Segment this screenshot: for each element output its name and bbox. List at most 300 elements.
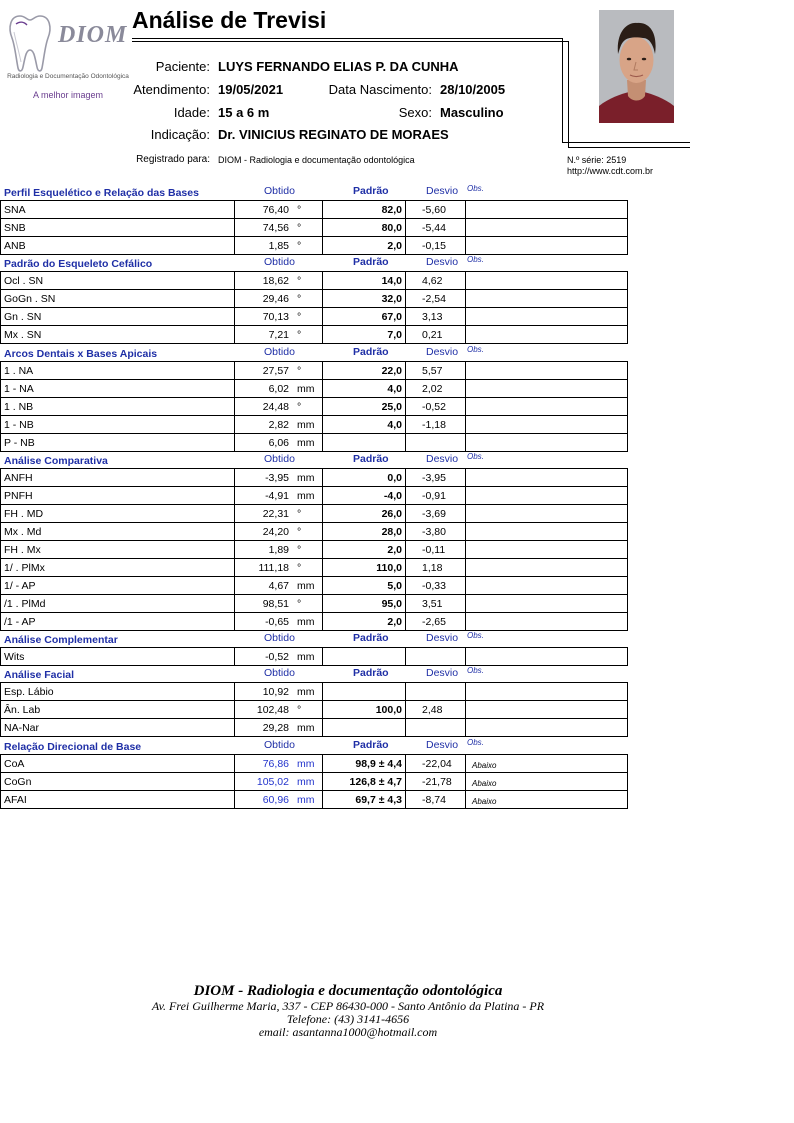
desvio-value [406,683,466,701]
unit-label: ° [297,222,302,234]
padrao-value: 95,0 [323,595,406,613]
section-table [0,468,628,631]
frame-line [568,147,690,148]
desvio-value: -0,52 [406,398,466,416]
column-header-desvio: Desvio [426,453,459,465]
serial-number: N.º série: 2519 [567,155,627,165]
unit-label: mm [297,651,315,663]
table-row [1,505,628,523]
obs-value [466,380,628,398]
obs-value [466,272,628,290]
padrao-value: 7,0 [323,326,406,344]
section-header [0,630,627,647]
obs-value [466,595,628,613]
table-row [1,683,628,701]
column-header-padrao: Padrão [353,256,389,268]
obtido-value: 29,46 [262,293,289,305]
obtido-cell [235,398,323,416]
indicacao-value: Dr. VINICIUS REGINATO DE MORAES [218,127,449,142]
column-header-obtido: Obtido [264,185,295,197]
patient-photo [599,10,674,123]
section-table [0,647,628,666]
atendimento-value: 19/05/2021 [218,82,284,97]
section-title: Análise Facial [4,669,75,681]
column-header-obs: Obs. [467,452,484,461]
obs-value [466,201,628,219]
table-row [1,308,628,326]
section-header [0,254,627,271]
footer-title: DIOM - Radiologia e documentação odontológica [193,983,503,999]
unit-label: mm [297,437,315,449]
serial-info [567,155,653,177]
unit-label: mm [297,490,315,502]
obtido-value: 76,40 [262,204,289,216]
padrao-value: 32,0 [323,290,406,308]
unit-label: mm [297,722,315,734]
padrao-value: 5,0 [323,577,406,595]
column-header-obtido: Obtido [264,256,295,268]
measure-name: Wits [1,648,235,666]
table-row [1,613,628,631]
frame-line [562,142,690,143]
column-header-padrao: Padrão [353,739,389,751]
desvio-value: -2,65 [406,613,466,631]
measure-name: ANFH [1,469,235,487]
obtido-value: -0,52 [265,651,289,663]
section-table [0,754,628,809]
column-header-padrao: Padrão [353,667,389,679]
obs-value [466,469,628,487]
obtido-cell [235,469,323,487]
table-row [1,237,628,255]
measure-name: 1/ - AP [1,577,235,595]
obtido-cell [235,201,323,219]
obtido-value: -3,95 [265,472,289,484]
obtido-value: 1,89 [268,544,289,556]
unit-label: ° [297,275,302,287]
registro-value: DIOM - Radiologia e documentação odontológica [218,155,415,165]
measure-name: NA-Nar [1,719,235,737]
unit-label: ° [297,598,302,610]
padrao-value: 80,0 [323,219,406,237]
obs-value [466,613,628,631]
padrao-value: 22,0 [323,362,406,380]
section-title: Análise Comparativa [4,455,108,467]
measure-name: Mx . SN [1,326,235,344]
column-header-obs: Obs. [467,666,484,675]
unit-label: ° [297,544,302,556]
obtido-value: 98,51 [262,598,289,610]
desvio-value: 2,02 [406,380,466,398]
frame-line [132,38,562,39]
unit-label: mm [297,419,315,431]
padrao-value: 28,0 [323,523,406,541]
obtido-cell [235,272,323,290]
padrao-value: 100,0 [323,701,406,719]
obs-value: Abaixo [466,791,628,809]
frame-line [568,41,569,147]
padrao-value: 25,0 [323,398,406,416]
unit-label: mm [297,616,315,628]
obtido-value: 76,86 [262,758,289,770]
padrao-value: 4,0 [323,380,406,398]
registro-label: Registrado para: [136,154,210,165]
desvio-value: -0,15 [406,237,466,255]
padrao-value: 4,0 [323,416,406,434]
obtido-cell [235,701,323,719]
desvio-value: 4,62 [406,272,466,290]
obtido-value: 102,48 [256,704,289,716]
section-header [0,183,627,200]
measure-name: AFAI [1,791,235,809]
footer-address: Av. Frei Guilherme Maria, 337 - CEP 86430-000 - Santo Antônio da Platina - PR [151,999,545,1013]
section-title: Arcos Dentais x Bases Apicais [4,348,158,360]
padrao-value: 98,9 ± 4,4 [323,755,406,773]
tooth-logo-icon [6,12,56,74]
obtido-value: 4,67 [268,580,289,592]
brand-name: DIOM [58,22,128,48]
obs-value [466,398,628,416]
desvio-value: -0,11 [406,541,466,559]
nascimento-value: 28/10/2005 [440,82,506,97]
column-header-desvio: Desvio [426,739,459,751]
desvio-value: -0,91 [406,487,466,505]
obs-value [466,434,628,452]
table-row [1,219,628,237]
measure-name: 1 - NB [1,416,235,434]
unit-label: ° [297,526,302,538]
measure-name: 1 - NA [1,380,235,398]
obtido-value: 70,13 [262,311,289,323]
page-title: Análise de Trevisi [132,7,327,33]
obtido-value: 111,18 [258,562,289,574]
obtido-value: 6,06 [268,437,289,449]
unit-label: ° [297,562,302,574]
column-header-obs: Obs. [467,631,484,640]
padrao-value: 0,0 [323,469,406,487]
obtido-cell [235,595,323,613]
table-row [1,434,628,452]
desvio-value: 3,51 [406,595,466,613]
unit-label: mm [297,383,315,395]
measure-name: PNFH [1,487,235,505]
obtido-value: 22,31 [262,508,289,520]
table-row [1,398,628,416]
padrao-value: -4,0 [323,487,406,505]
desvio-value: -8,74 [406,791,466,809]
obtido-value: -0,65 [265,616,289,628]
obtido-value: 27,57 [262,365,289,377]
obtido-cell [235,308,323,326]
table-row [1,380,628,398]
desvio-value: -21,78 [406,773,466,791]
obs-value [466,362,628,380]
obtido-value: 6,02 [268,383,289,395]
unit-label: ° [297,293,302,305]
table-row [1,559,628,577]
measure-name: GoGn . SN [1,290,235,308]
unit-label: ° [297,311,302,323]
table-row [1,773,628,791]
measure-name: 1 . NA [1,362,235,380]
obtido-value: 7,21 [268,329,289,341]
obs-value [466,416,628,434]
obtido-cell [235,648,323,666]
footer-phone: Telefone: (43) 3141-4656 [286,1012,410,1026]
obtido-value: 2,82 [268,419,289,431]
measure-name: FH . Mx [1,541,235,559]
measure-name: CoA [1,755,235,773]
obs-value [466,505,628,523]
table-row [1,577,628,595]
idade-value: 15 a 6 m [218,105,270,120]
measure-name: Gn . SN [1,308,235,326]
desvio-value: -3,69 [406,505,466,523]
padrao-value: 67,0 [323,308,406,326]
paciente-label: Paciente: [155,59,210,74]
obs-value [466,577,628,595]
padrao-value: 2,0 [323,541,406,559]
section-header [0,451,627,468]
table-row [1,362,628,380]
column-header-obtido: Obtido [264,453,295,465]
table-row [1,595,628,613]
padrao-value [323,719,406,737]
desvio-value: 0,21 [406,326,466,344]
paciente-value: LUYS FERNANDO ELIAS P. DA CUNHA [218,59,459,74]
desvio-value [406,648,466,666]
measure-name: 1/ . PlMx [1,559,235,577]
obtido-cell [235,559,323,577]
obtido-value: 24,48 [262,401,289,413]
obtido-cell [235,434,323,452]
obtido-cell [235,505,323,523]
section-header [0,665,627,682]
obtido-value: -4,91 [265,490,289,502]
unit-label: mm [297,758,315,770]
unit-label: ° [297,329,302,341]
obtido-cell [235,791,323,809]
desvio-value: 3,13 [406,308,466,326]
obtido-cell [235,219,323,237]
section-title: Relação Direcional de Base [4,741,142,753]
obtido-cell [235,326,323,344]
obtido-value: 18,62 [262,275,289,287]
column-header-padrao: Padrão [353,185,389,197]
column-header-obtido: Obtido [264,632,295,644]
table-row [1,648,628,666]
obs-value [466,290,628,308]
table-row [1,487,628,505]
measure-name: Ocl . SN [1,272,235,290]
brand-slogan: A melhor imagem [32,90,104,100]
desvio-value: 5,57 [406,362,466,380]
obs-value [466,683,628,701]
atendimento-label: Atendimento: [133,82,210,97]
unit-label: ° [297,704,302,716]
column-header-obs: Obs. [467,345,484,354]
obs-value: Abaixo [466,755,628,773]
brand-subtitle: Radiologia e Documentação Odontológica [7,73,129,80]
padrao-value: 14,0 [323,272,406,290]
padrao-value: 110,0 [323,559,406,577]
desvio-value: -1,18 [406,416,466,434]
obs-value: Abaixo [466,773,628,791]
desvio-value: 2,48 [406,701,466,719]
obs-value [466,237,628,255]
obtido-cell [235,577,323,595]
column-header-padrao: Padrão [353,453,389,465]
unit-label: ° [297,508,302,520]
desvio-value: -3,80 [406,523,466,541]
measure-name: CoGn [1,773,235,791]
measure-name: ANB [1,237,235,255]
table-row [1,755,628,773]
obs-value [466,523,628,541]
nascimento-label: Data Nascimento: [328,82,432,97]
obs-value [466,487,628,505]
frame-line [132,41,568,42]
unit-label: mm [297,686,315,698]
table-row [1,201,628,219]
obtido-cell [235,416,323,434]
unit-label: ° [297,401,302,413]
obtido-value: 24,20 [262,526,289,538]
section-table [0,271,628,344]
padrao-value: 26,0 [323,505,406,523]
obs-value [466,219,628,237]
obtido-value: 74,56 [262,222,289,234]
obs-value [466,701,628,719]
obtido-value: 60,96 [262,794,289,806]
frame-line [562,38,563,142]
obtido-cell [235,290,323,308]
obs-value [466,326,628,344]
column-header-obs: Obs. [467,184,484,193]
obtido-cell [235,487,323,505]
table-row [1,541,628,559]
unit-label: mm [297,580,315,592]
obtido-value: 29,28 [262,722,289,734]
column-header-desvio: Desvio [426,256,459,268]
table-row [1,469,628,487]
column-header-desvio: Desvio [426,346,459,358]
desvio-value: -2,54 [406,290,466,308]
section-title: Perfil Esquelético e Relação das Bases [4,187,199,199]
idade-label: Idade: [173,105,210,120]
section-table [0,200,628,255]
padrao-value [323,683,406,701]
column-header-obs: Obs. [467,255,484,264]
unit-label: ° [297,204,302,216]
unit-label: mm [297,776,315,788]
obtido-value: 10,92 [262,686,289,698]
column-header-obtido: Obtido [264,346,295,358]
sexo-value: Masculino [440,105,504,120]
section-title: Análise Complementar [4,634,118,646]
section-table [0,361,628,452]
column-header-obtido: Obtido [264,667,295,679]
padrao-value: 126,8 ± 4,7 [323,773,406,791]
desvio-value: 1,18 [406,559,466,577]
desvio-value [406,719,466,737]
column-header-obs: Obs. [467,738,484,747]
padrao-value: 2,0 [323,613,406,631]
obs-value [466,648,628,666]
padrao-value: 82,0 [323,201,406,219]
column-header-padrao: Padrão [353,632,389,644]
measure-name: /1 . PlMd [1,595,235,613]
desvio-value: -5,60 [406,201,466,219]
obtido-cell [235,613,323,631]
indicacao-label: Indicação: [150,127,210,142]
section-table [0,682,628,737]
obtido-cell [235,719,323,737]
obs-value [466,308,628,326]
table-row [1,523,628,541]
padrao-value [323,434,406,452]
obtido-cell [235,362,323,380]
measure-name: 1 . NB [1,398,235,416]
obtido-cell [235,237,323,255]
obtido-cell [235,380,323,398]
measure-name: SNB [1,219,235,237]
column-header-obtido: Obtido [264,739,295,751]
padrao-value: 69,7 ± 4,3 [323,791,406,809]
unit-label: mm [297,794,315,806]
measure-name: /1 - AP [1,613,235,631]
section-header [0,344,627,361]
table-row [1,290,628,308]
footer [0,983,696,1039]
obtido-cell [235,755,323,773]
unit-label: mm [297,472,315,484]
table-row [1,416,628,434]
section-header [0,737,627,754]
obtido-cell [235,683,323,701]
desvio-value [406,434,466,452]
column-header-desvio: Desvio [426,632,459,644]
column-header-desvio: Desvio [426,185,459,197]
table-row [1,791,628,809]
table-row [1,701,628,719]
obs-value [466,559,628,577]
obs-value [466,541,628,559]
site-url: http://www.cdt.com.br [567,166,654,176]
measure-name: P - NB [1,434,235,452]
measure-name: Ân. Lab [1,701,235,719]
measure-name: Esp. Lábio [1,683,235,701]
desvio-value: -3,95 [406,469,466,487]
table-row [1,719,628,737]
obtido-value: 1,85 [268,240,289,252]
column-header-padrao: Padrão [353,346,389,358]
desvio-value: -0,33 [406,577,466,595]
table-row [1,326,628,344]
desvio-value: -22,04 [406,755,466,773]
sexo-label: Sexo: [398,105,432,120]
obtido-cell [235,773,323,791]
table-row [1,272,628,290]
obtido-cell [235,541,323,559]
section-title: Padrão do Esqueleto Cefálico [4,258,153,270]
measure-name: FH . MD [1,505,235,523]
unit-label: ° [297,365,302,377]
column-header-desvio: Desvio [426,667,459,679]
padrao-value: 2,0 [323,237,406,255]
padrao-value [323,648,406,666]
obtido-cell [235,523,323,541]
